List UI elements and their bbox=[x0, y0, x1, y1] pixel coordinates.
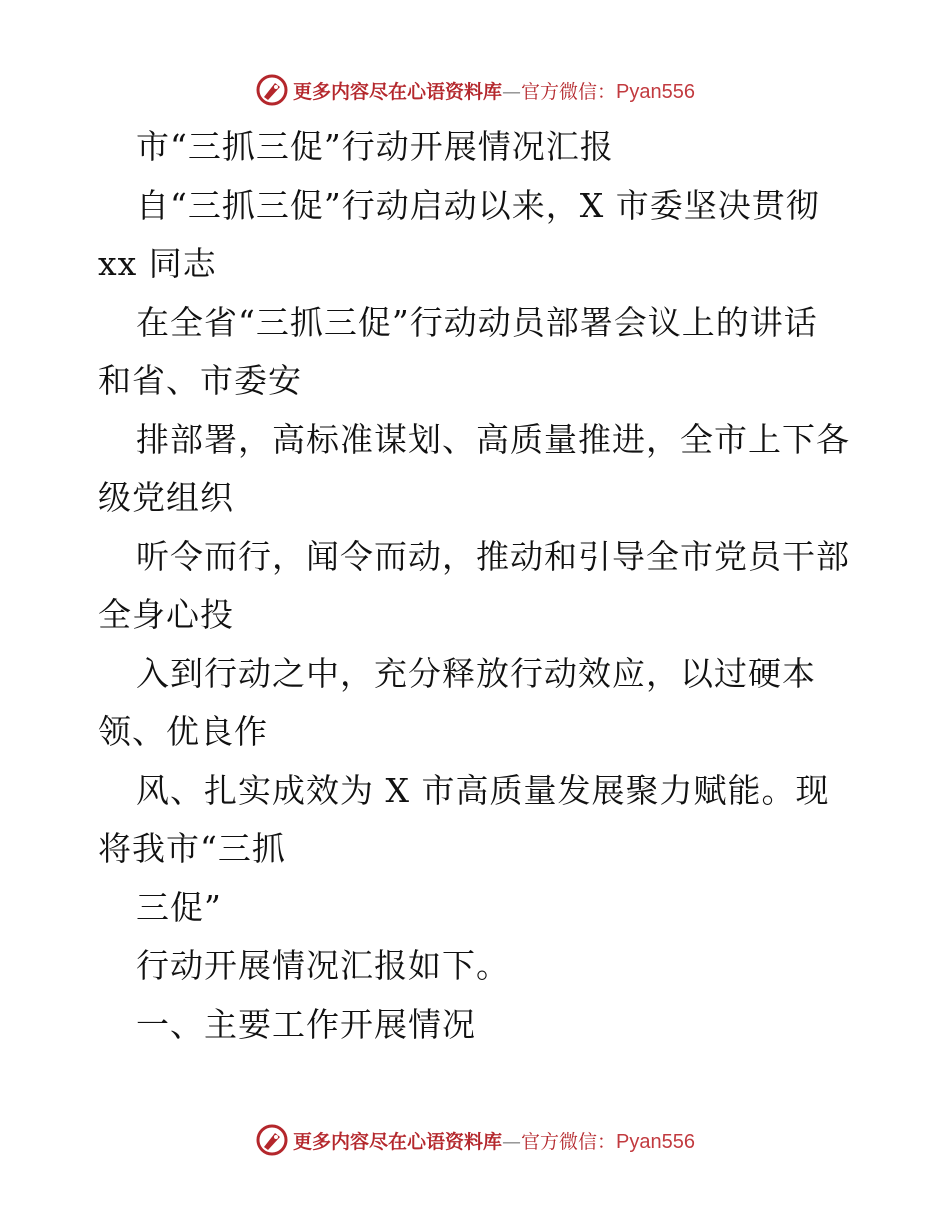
watermark-dash: — bbox=[502, 1130, 522, 1153]
footer-watermark bbox=[0, 1120, 950, 1160]
text-line: xx 同志 bbox=[98, 244, 217, 283]
text-line: 全身心投 bbox=[98, 595, 234, 634]
watermark-label: 官方微信： bbox=[521, 80, 617, 103]
text-line: 三促” bbox=[136, 887, 222, 927]
watermark-label: 官方微信： bbox=[521, 1130, 617, 1153]
watermark-dash: — bbox=[502, 80, 522, 103]
watermark-brand: 更多内容尽在心语资料库 bbox=[293, 1130, 503, 1153]
text-line: 在全省“三抓三促”行动动员部署会议上的讲话 bbox=[136, 302, 818, 342]
text-line: 入到行动之中，充分释放行动效应，以过硬本 bbox=[136, 653, 816, 693]
text-line: 行动开展情况汇报如下。 bbox=[136, 946, 510, 985]
text-line: 市“三抓三促”行动开展情况汇报 bbox=[136, 127, 614, 166]
text-line: 听令而行，闻令而动，推动和引导全市党员干部 bbox=[136, 536, 850, 576]
text-line: 和省、市委安 bbox=[98, 361, 302, 400]
document-body bbox=[98, 118, 868, 1054]
text-line: 级党组织 bbox=[98, 478, 234, 517]
text-line: 自“三抓三促”行动启动以来，X 市委坚决贯彻 bbox=[136, 185, 820, 225]
text-line: 将我市“三抓 bbox=[98, 829, 286, 868]
text-line: 领、优良作 bbox=[98, 712, 268, 751]
text-line: 风、扎实成效为 X 市高质量发展聚力赋能。现 bbox=[136, 770, 830, 810]
text-line: 一、主要工作开展情况 bbox=[136, 1004, 476, 1044]
watermark-brand: 更多内容尽在心语资料库 bbox=[293, 80, 503, 103]
text-line: 排部署，高标准谋划、高质量推进，全市上下各 bbox=[136, 419, 850, 459]
watermark-wechat-id: Pyan556 bbox=[616, 1130, 695, 1153]
pen-nib-logo-icon bbox=[255, 1123, 289, 1157]
watermark-wechat-id: Pyan556 bbox=[616, 80, 695, 103]
pen-nib-logo-icon bbox=[255, 73, 289, 107]
header-watermark bbox=[0, 70, 950, 110]
